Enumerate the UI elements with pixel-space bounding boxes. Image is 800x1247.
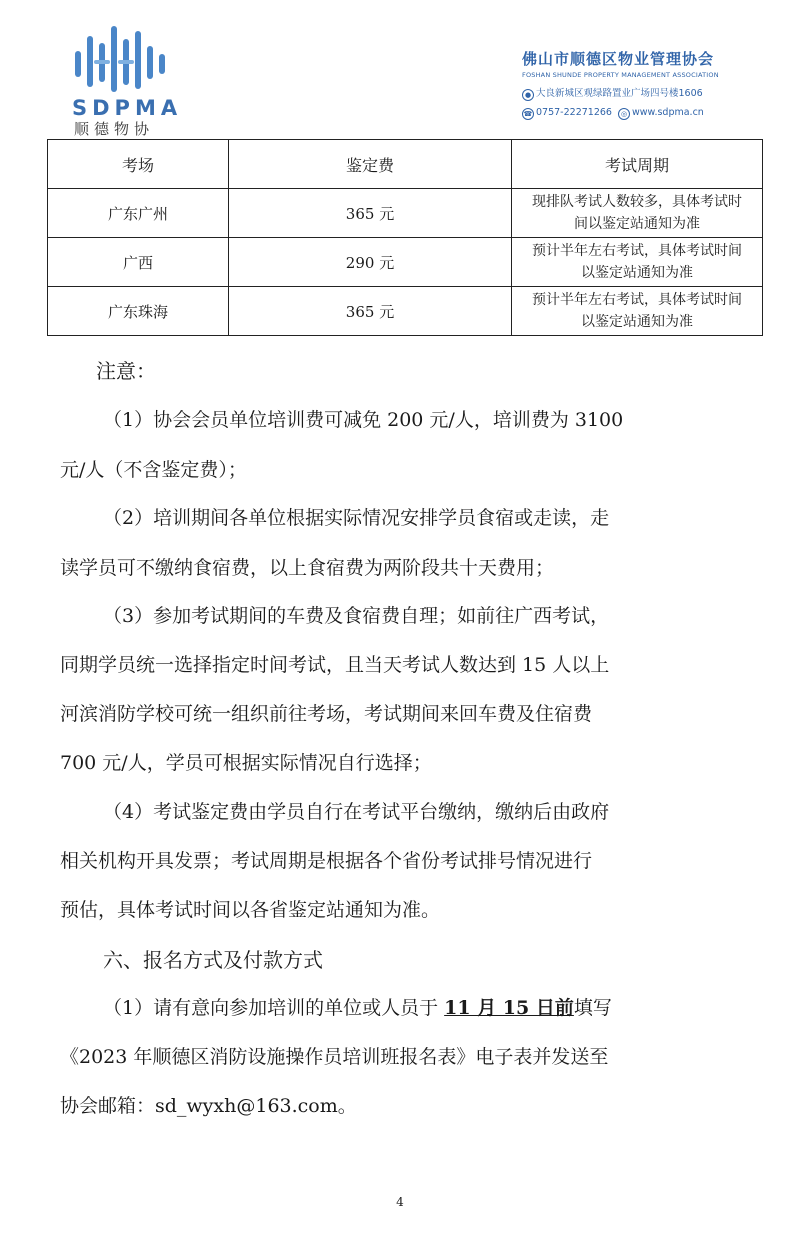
globe-icon: ◎ [618,108,630,120]
association-english-name: FOSHAN SHUNDE PROPERTY MANAGEMENT ASSOCIATION [522,71,719,79]
note-3-line-1: （3）参加考试期间的车费及食宿费自理；如前往广西考试， [103,605,610,627]
note-3-line-2: 同期学员统一选择指定时间考试，且当天考试人数达到 15 人以上 [60,654,610,676]
notes-title: 注意： [96,359,156,383]
header-venue: 考场 [48,140,229,189]
table-row [48,287,763,336]
fee-cell: 365 元 [229,189,512,238]
header-period: 考试周期 [512,140,763,189]
period-cell: 现排队考试人数较多，具体考试时 间以鉴定站通知为准 [512,189,763,238]
note-4-line-2: 相关机构开具发票；考试周期是根据各个省份考试排号情况进行 [60,850,593,872]
section-6-para-1-line-3: 协会邮箱：sd_wyxh@163.com。 [60,1095,357,1117]
phone-icon: ☎ [523,110,533,118]
logo-text: SDPMA [72,96,183,120]
logo-subtitle: 顺德物协 [74,120,155,138]
note-1-line-1: （1）协会会员单位培训费可减免 200 元/人，培训费为 3100 [103,409,624,431]
fee-cell: 290 元 [229,238,512,287]
location-pin-icon: ● [522,89,534,101]
contact-line [522,107,732,120]
association-info [522,48,732,120]
website: www.sdpma.cn [632,107,704,118]
deadline: 11 月 15 日前 [444,997,574,1019]
note-4-line-1: （4）考试鉴定费由学员自行在考试平台缴纳，缴纳后由政府 [103,801,610,823]
address-line [522,85,732,101]
section-6-para-1-line-2: 《2023 年顺德区消防设施操作员培训班报名表》电子表并发送至 [60,1046,609,1068]
venue-cell: 广东珠海 [48,287,229,336]
address: 大良新城区观绿路置业广场四号楼1606 [536,88,703,99]
note-3-line-4: 700 元/人，学员可根据实际情况自行选择； [60,752,432,774]
period-cell: 预计半年左右考试，具体考试时间 以鉴定站通知为准 [512,287,763,336]
header-fee: 鉴定费 [229,140,512,189]
note-1-line-2: 元/人（不含鉴定费）； [60,459,247,481]
venue-cell: 广西 [48,238,229,287]
fee-cell: 365 元 [229,287,512,336]
table-row [48,238,763,287]
table-row [48,189,763,238]
association-name: 佛山市顺德区物业管理协会 [522,50,715,68]
exam-fee-table [47,139,763,336]
table-header-row [48,140,763,189]
period-cell: 预计半年左右考试，具体考试时间 以鉴定站通知为准 [512,238,763,287]
note-3-line-3: 河滨消防学校可统一组织前往考场，考试期间来回车费及住宿费 [60,703,593,725]
sdpma-logo-icon [70,24,170,94]
page-number: 4 [396,1195,404,1209]
section-6-para-1-line-1: （1）请有意向参加培训的单位或人员于 11 月 15 日前填写 [103,997,612,1019]
note-2-line-2: 读学员可不缴纳食宿费，以上食宿费为两阶段共十天费用； [60,557,555,579]
note-2-line-1: （2）培训期间各单位根据实际情况安排学员食宿或走读，走 [103,507,610,529]
section-6-heading: 六、报名方式及付款方式 [103,948,323,972]
note-4-line-3: 预估，具体考试时间以各省鉴定站通知为准。 [60,899,441,921]
venue-cell: 广东广州 [48,189,229,238]
phone: 0757-22271266 [536,107,612,118]
letterhead [0,0,800,140]
